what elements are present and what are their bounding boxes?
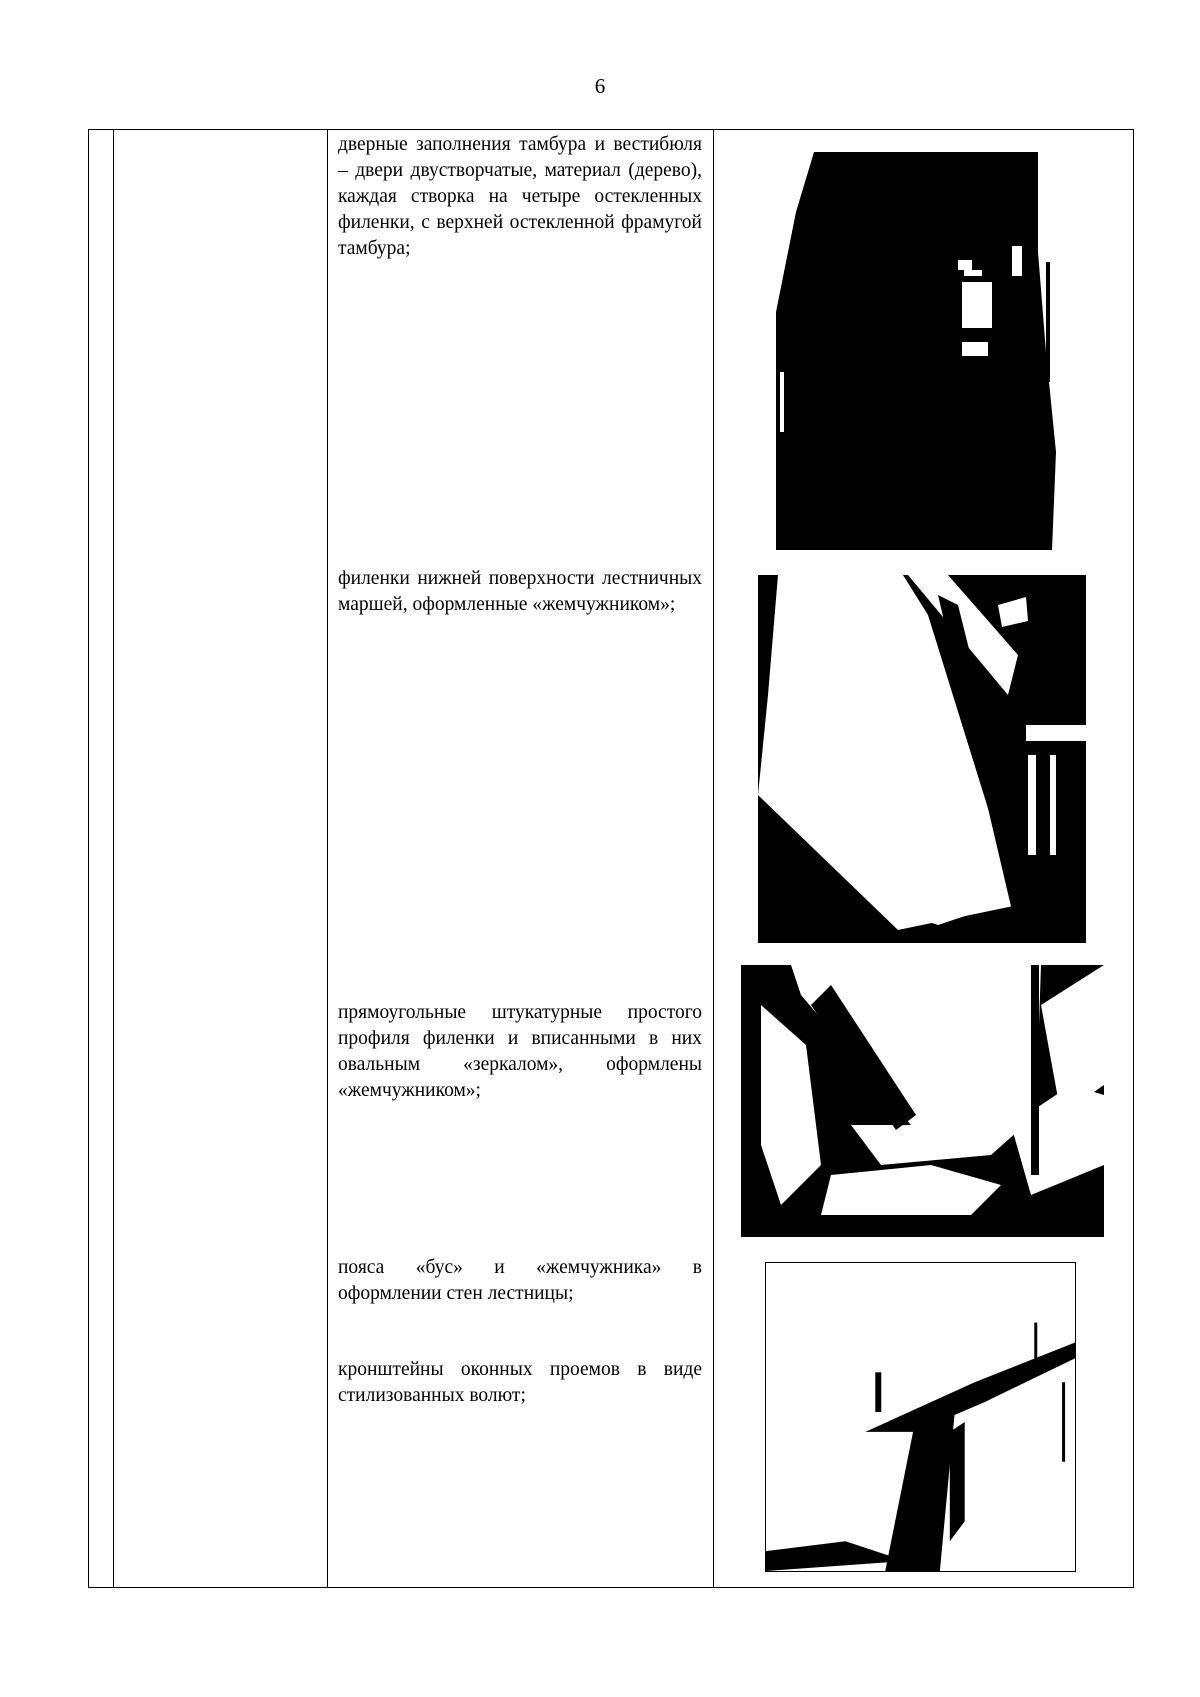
description-text: филенки нижней поверхности лестничных маршей, оформленные «жемчужником»; [338, 568, 702, 615]
table-column-divider [113, 130, 114, 1587]
photo-window-brackets [765, 1262, 1076, 1572]
description-text: кронштейны оконных проемов в виде стилизованных волют; [338, 1359, 702, 1406]
description-text: пояса «бус» и «жемчужника» в оформлении стен лестницы; [338, 1257, 702, 1304]
table-column-divider [327, 130, 328, 1587]
photo-stair-underside [758, 575, 1086, 943]
photo-stucco-panels [741, 965, 1104, 1237]
description-text: прямоугольные штукатурные простого профиля филенки и вписанными в них овальным «зеркалом», оформлены «жемчужником»; [338, 1002, 702, 1101]
description-text: дверные заполнения тамбура и вестибюля – двери двустворчатые, материал (дерево), каждая створка на четыре остекленных филенки, с верхней остекленной фрамугой тамбура; [338, 134, 702, 259]
photo-door [776, 152, 1066, 550]
table-column-divider [713, 130, 714, 1587]
page-number: 6 [594, 74, 606, 98]
